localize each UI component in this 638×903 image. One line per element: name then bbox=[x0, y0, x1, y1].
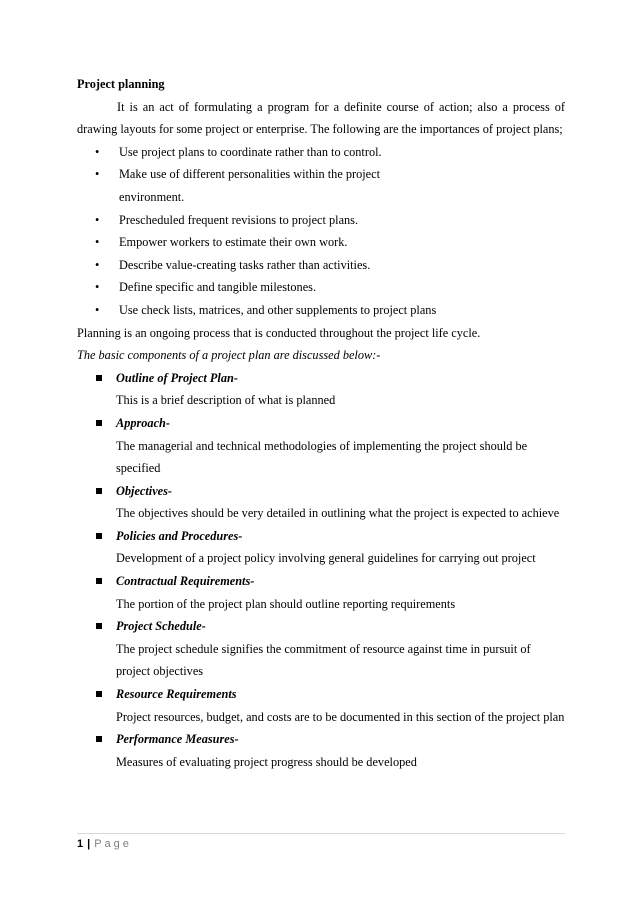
component-title: Performance Measures- bbox=[116, 732, 239, 747]
components-list bbox=[77, 367, 565, 774]
component-title: Outline of Project Plan- bbox=[116, 370, 238, 385]
component-description: The portion of the project plan should outline reporting requirements bbox=[116, 596, 456, 611]
component-description: The objectives should be very detailed in outlining what the project is expected to achieve bbox=[116, 506, 560, 521]
component-title: Approach- bbox=[116, 415, 170, 430]
component-description: This is a brief description of what is planned bbox=[116, 393, 336, 408]
square-bullet-icon bbox=[96, 420, 102, 426]
component-title: Contractual Requirements- bbox=[116, 574, 255, 589]
square-bullet-icon bbox=[96, 623, 102, 629]
list-item bbox=[77, 276, 565, 299]
list-item bbox=[77, 299, 565, 322]
component-description: The managerial and technical methodologies of implementing the project should be specified bbox=[116, 438, 528, 476]
section-heading: Project planning bbox=[77, 77, 165, 91]
component-description: The project schedule signifies the commitment of resource against time in pursuit of project objectives bbox=[116, 641, 531, 679]
footer-separator: | bbox=[87, 838, 91, 850]
bullet-icon: • bbox=[95, 257, 100, 272]
bullet-icon: • bbox=[95, 144, 100, 159]
list-item-text: Make use of different personalities within the project environment. bbox=[119, 167, 381, 204]
page-label: Page bbox=[94, 838, 132, 850]
list-item-text: Prescheduled frequent revisions to project plans. bbox=[119, 212, 359, 227]
bullet-icon: • bbox=[95, 280, 100, 295]
list-item bbox=[77, 141, 565, 164]
square-bullet-icon bbox=[96, 375, 102, 381]
list-item-text: Use check lists, matrices, and other supplements to project plans bbox=[119, 302, 437, 317]
list-item bbox=[77, 209, 565, 232]
component-item bbox=[77, 728, 565, 773]
component-title: Project Schedule- bbox=[116, 619, 206, 634]
planning-statement: Planning is an ongoing process that is conducted throughout the project life cycle. bbox=[77, 325, 481, 340]
component-title: Objectives- bbox=[116, 483, 172, 498]
list-item bbox=[77, 231, 565, 254]
bullet-icon: • bbox=[95, 235, 100, 250]
list-item bbox=[77, 254, 565, 277]
list-item-text: Describe value-creating tasks rather than activities. bbox=[119, 257, 371, 272]
square-bullet-icon bbox=[96, 691, 102, 697]
list-item-text: Use project plans to coordinate rather than to control. bbox=[119, 144, 382, 159]
component-item bbox=[77, 412, 565, 480]
intro-paragraph: It is an act of formulating a program for a definite course of action; also a process of drawing layouts for some project or enterprise. The following are the importances of project plans; bbox=[77, 99, 565, 137]
list-item-text: Empower workers to estimate their own work. bbox=[119, 235, 348, 250]
bullet-icon: • bbox=[95, 302, 100, 317]
list-item bbox=[77, 163, 565, 208]
page-content bbox=[77, 73, 565, 773]
page-footer bbox=[77, 836, 132, 852]
bullet-icon: • bbox=[95, 212, 100, 227]
square-bullet-icon bbox=[96, 488, 102, 494]
component-title: Resource Requirements bbox=[116, 687, 237, 702]
list-item-text: Define specific and tangible milestones. bbox=[119, 280, 317, 295]
component-item bbox=[77, 683, 565, 728]
component-item bbox=[77, 367, 565, 412]
importance-list bbox=[77, 141, 565, 322]
component-description: Measures of evaluating project progress should be developed bbox=[116, 754, 417, 769]
component-description: Project resources, budget, and costs are to be documented in this section of the project plan bbox=[116, 709, 565, 724]
component-description: Development of a project policy involving general guidelines for carrying out project bbox=[116, 551, 536, 566]
component-item bbox=[77, 480, 565, 525]
page-number: 1 bbox=[77, 838, 84, 850]
component-item bbox=[77, 570, 565, 615]
square-bullet-icon bbox=[96, 578, 102, 584]
component-title: Policies and Procedures- bbox=[116, 528, 243, 543]
components-intro: The basic components of a project plan are discussed below:- bbox=[77, 348, 381, 363]
square-bullet-icon bbox=[96, 533, 102, 539]
component-item bbox=[77, 615, 565, 683]
square-bullet-icon bbox=[96, 736, 102, 742]
component-item bbox=[77, 525, 565, 570]
footer-divider bbox=[77, 833, 565, 834]
bullet-icon: • bbox=[95, 167, 100, 182]
